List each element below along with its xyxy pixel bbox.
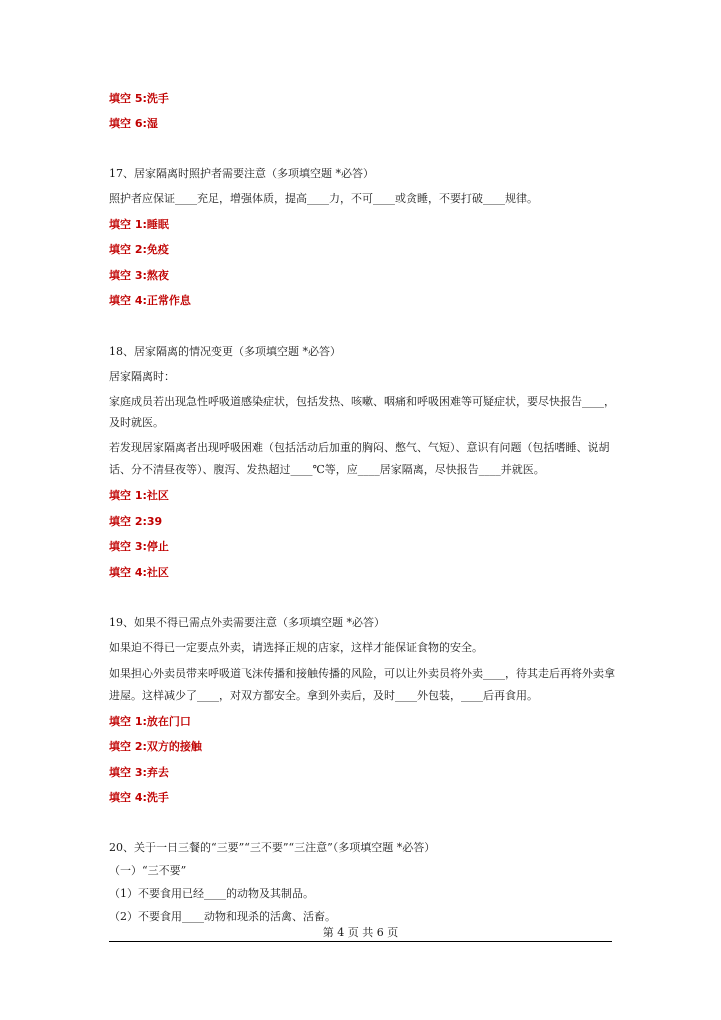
question-text: （1）不要食用已经____的动物及其制品。 xyxy=(109,887,314,900)
question-title: 17、居家隔离时照护者需要注意（多项填空题 *必答） xyxy=(109,167,374,180)
question-text: 及时就医。 xyxy=(109,416,164,429)
answer-line: 填空 2:39 xyxy=(109,515,163,528)
answer-line: 填空 1:睡眠 xyxy=(109,218,169,231)
answer-line: 填空 1:放在门口 xyxy=(109,715,191,728)
question-title: 20、关于一日三餐的“三要”“三不要”“三注意”（多项填空题 *必答） xyxy=(109,841,436,854)
answer-line: 填空 4:正常作息 xyxy=(109,294,191,307)
answer-line: 填空 3:弃去 xyxy=(109,766,169,779)
question-text: 进屋。这样减少了____，对双方都安全。拿到外卖后，及时____外包装，____后再食用。 xyxy=(109,689,538,702)
answer-line: 填空 1:社区 xyxy=(109,489,169,502)
question-title: 18、居家隔离的情况变更（多项填空题 *必答） xyxy=(109,345,341,358)
question-text: 家庭成员若出现急性呼吸道感染症状，包括发热、咳嗽、咽痛和呼吸困难等可疑症状，要尽快报告____， xyxy=(109,395,615,408)
answer-line: 填空 2:免疫 xyxy=(109,243,169,256)
question-text: 如果迫不得已一定要点外卖，请选择正规的店家，这样才能保证食物的安全。 xyxy=(109,641,483,654)
page-number: 第 4 页 共 6 页 xyxy=(322,926,399,939)
question-text: （一）“三不要” xyxy=(109,864,187,877)
answer-line: 填空 2:双方的接触 xyxy=(109,740,202,753)
answer-line: 填空 3:熬夜 xyxy=(109,269,169,282)
question-text: 居家隔离时： xyxy=(109,370,175,383)
answer-line: 填空 4:洗手 xyxy=(109,791,169,804)
answer-line: 填空 5:洗手 xyxy=(109,92,169,105)
question-text: 话、分不清昼夜等）、腹泻、发热超过____℃等，应____居家隔离，尽快报告____并就医。 xyxy=(109,463,545,476)
answer-line: 填空 4:社区 xyxy=(109,566,169,579)
question-title: 19、如果不得已需点外卖需要注意（多项填空题 *必答） xyxy=(109,616,385,629)
footer-divider xyxy=(109,941,612,942)
question-text: 照护者应保证____充足，增强体质，提高____力，不可____或贪睡，不要打破____规律。 xyxy=(109,192,538,205)
question-text: 若发现居家隔离者出现呼吸困难（包括活动后加重的胸闷、憋气、气短）、意识有问题（包括嗜睡、说胡 xyxy=(109,441,610,454)
question-text: 如果担心外卖员带来呼吸道飞沫传播和接触传播的风险，可以让外卖员将外卖____，待其走后再将外卖拿 xyxy=(109,667,615,680)
answer-line: 填空 3:停止 xyxy=(109,540,169,553)
question-text: （2）不要食用____动物和现杀的活禽、活畜。 xyxy=(109,910,336,923)
answer-line: 填空 6:湿 xyxy=(109,117,158,130)
